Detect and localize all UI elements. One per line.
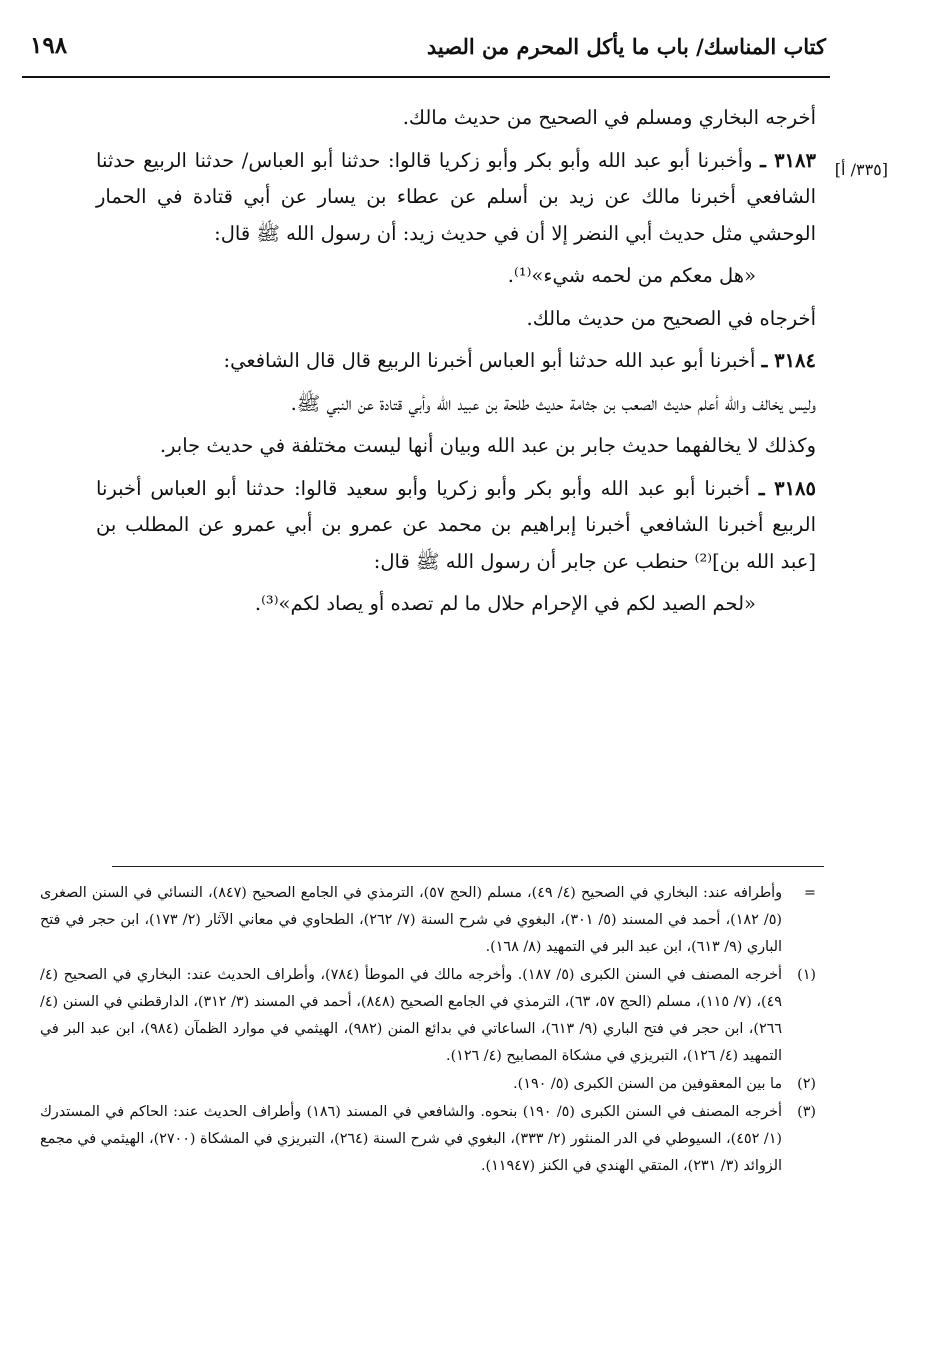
paragraph-text: وأخبرنا أبو عبد الله وأبو بكر وأبو زكريا قالوا: حدثنا أبو العباس/ حدثنا الربيع حدثنا الشافعي أخبرنا مالك عن زيد بن أسلم عن عطاء بن يسار عن أبي قتادة في الحمار الوحشي مثل حديث أبي النضر إلا أن في حديث زيد: أن رسول الله ﷺ قال: [96, 148, 816, 245]
hadith-number: ٣١٨٥ ـ [758, 476, 816, 500]
footnote [40, 1071, 816, 1098]
footnote-mark: (٢) [797, 1076, 816, 1092]
running-header [22, 28, 830, 78]
paragraph-quote [96, 586, 756, 623]
paragraph-text: أخبرنا أبو عبد الله وأبو بكر وأبو زكريا وأبو سعيد قالوا: حدثنا أبو العباس أخبرنا الربيع أخبرنا الشافعي أخبرنا إبراهيم بن محمد عن عمرو بن أبي عمرو عن المطلب بن [عبد الله بن]⁽²⁾ حنطب عن جابر أن رسول الله ﷺ قال: [96, 476, 816, 573]
paragraph [96, 100, 816, 137]
footnote-text: وأطرافه عند: البخاري في الصحيح (٤/ ٤٩)، مسلم (الحج ٥٧)، الترمذي في الجامع الصحيح (٨٤٧)، النسائي في السنن الصغرى (٥/ ١٨٢)، أحمد في المسند (٥/ ٣٠١)، البغوي في شرح السنة (٧/ ٢٦٢)، الطحاوي في معاني الآثار (٢/ ١٧٣)، ابن حجر في فتح الباري (٩/ ٦١٣)، ابن عبد البر في التمهيد (٨/ ١٦٨). [40, 885, 782, 955]
paragraph-quote [96, 258, 756, 295]
footnote-text: أخرجه المصنف في السنن الكبرى (٥/ ١٨٧). وأخرجه مالك في الموطأ (٧٨٤)، وأطراف الحديث عند: البخاري في الصحيح (٤/ ٤٩)، (٧/ ١١٥)، مسلم (الحج ٥٧، ٦٣)، الترمذي في الجامع الصحيح (٨٤٨)، أحمد في المسند (٣/ ٣١٢)، الدارقطني في السنن (٤/ ٢٦٦)، ابن حجر في فتح الباري (٩/ ٦١٣)، الساعاتي في بدائع المنن (٩٨٢)، الهيثمي في موارد الظمآن (٩٨٤)، ابن عبد البر في التمهيد (٤/ ١٢٦)، التبريزي في مشكاة المصابيح (٤/ ١٢٦). [40, 967, 782, 1064]
footnote-text: ما بين المعقوفين من السنن الكبرى (٥/ ١٩٠). [513, 1076, 782, 1092]
footnote-mark: (٣) [797, 1104, 816, 1120]
main-text [96, 100, 816, 629]
paragraph-text: أخبرنا أبو عبد الله حدثنا أبو العباس أخبرنا الربيع قال قال الشافعي: [223, 349, 756, 372]
paragraph [96, 343, 816, 380]
margin-note: [٣٣٥/ أ] [834, 160, 888, 179]
footnotes [40, 880, 816, 1181]
paragraph [96, 428, 816, 465]
paragraph [96, 143, 816, 253]
paragraph-text: وليس يخالف والله أعلم حديث الصعب بن جثامة حديث طلحة بن عبيد الله وأبي قتادة عن النبي ﷺ. [290, 391, 816, 415]
paragraph-text: أخرجه البخاري ومسلم في الصحيح من حديث مالك. [402, 106, 816, 129]
hadith-number: ٣١٨٤ ـ [761, 349, 816, 372]
paragraph [96, 386, 816, 423]
footnote [40, 962, 816, 1070]
paragraph [96, 471, 816, 581]
hadith-number: ٣١٨٣ ـ [760, 148, 816, 172]
paragraph-text: وكذلك لا يخالفهما حديث جابر بن عبد الله وبيان أنها ليست مختلفة في حديث جابر. [159, 434, 816, 457]
paragraph-text: «لحم الصيد لكم في الإحرام حلال ما لم تصده أو يصاد لكم»⁽³⁾. [254, 592, 756, 615]
paragraph-text: أخرجاه في الصحيح من حديث مالك. [526, 306, 816, 330]
footnote-mark: = [804, 885, 816, 901]
footnote-text: أخرجه المصنف في السنن الكبرى (٥/ ١٩٠) بنحوه. والشافعي في المسند (١٨٦) وأطراف الحديث عند: الحاكم في المستدرك (١/ ٤٥٢)، السيوطي في الدر المنثور (٢/ ٣٣٣)، البغوي في شرح السنة (٢٦٤)، التبريزي في المشكاة (٢٧٠٠)، الهيثمي في مجمع الزوائد (٣/ ٢٣١)، المتقي الهندي في الكنز (١١٩٤٧). [40, 1104, 782, 1174]
footnote-divider [112, 866, 824, 867]
paragraph-text: «هل معكم من لحمه شيء»⁽¹⁾. [507, 264, 756, 287]
footnote [40, 880, 816, 961]
page-number: ١٩٨ [30, 32, 68, 59]
header-title: كتاب المناسك/ باب ما يأكل المحرم من الصيد [426, 34, 826, 59]
paragraph [96, 301, 816, 338]
footnote-mark: (١) [797, 967, 816, 983]
footnote [40, 1099, 816, 1180]
